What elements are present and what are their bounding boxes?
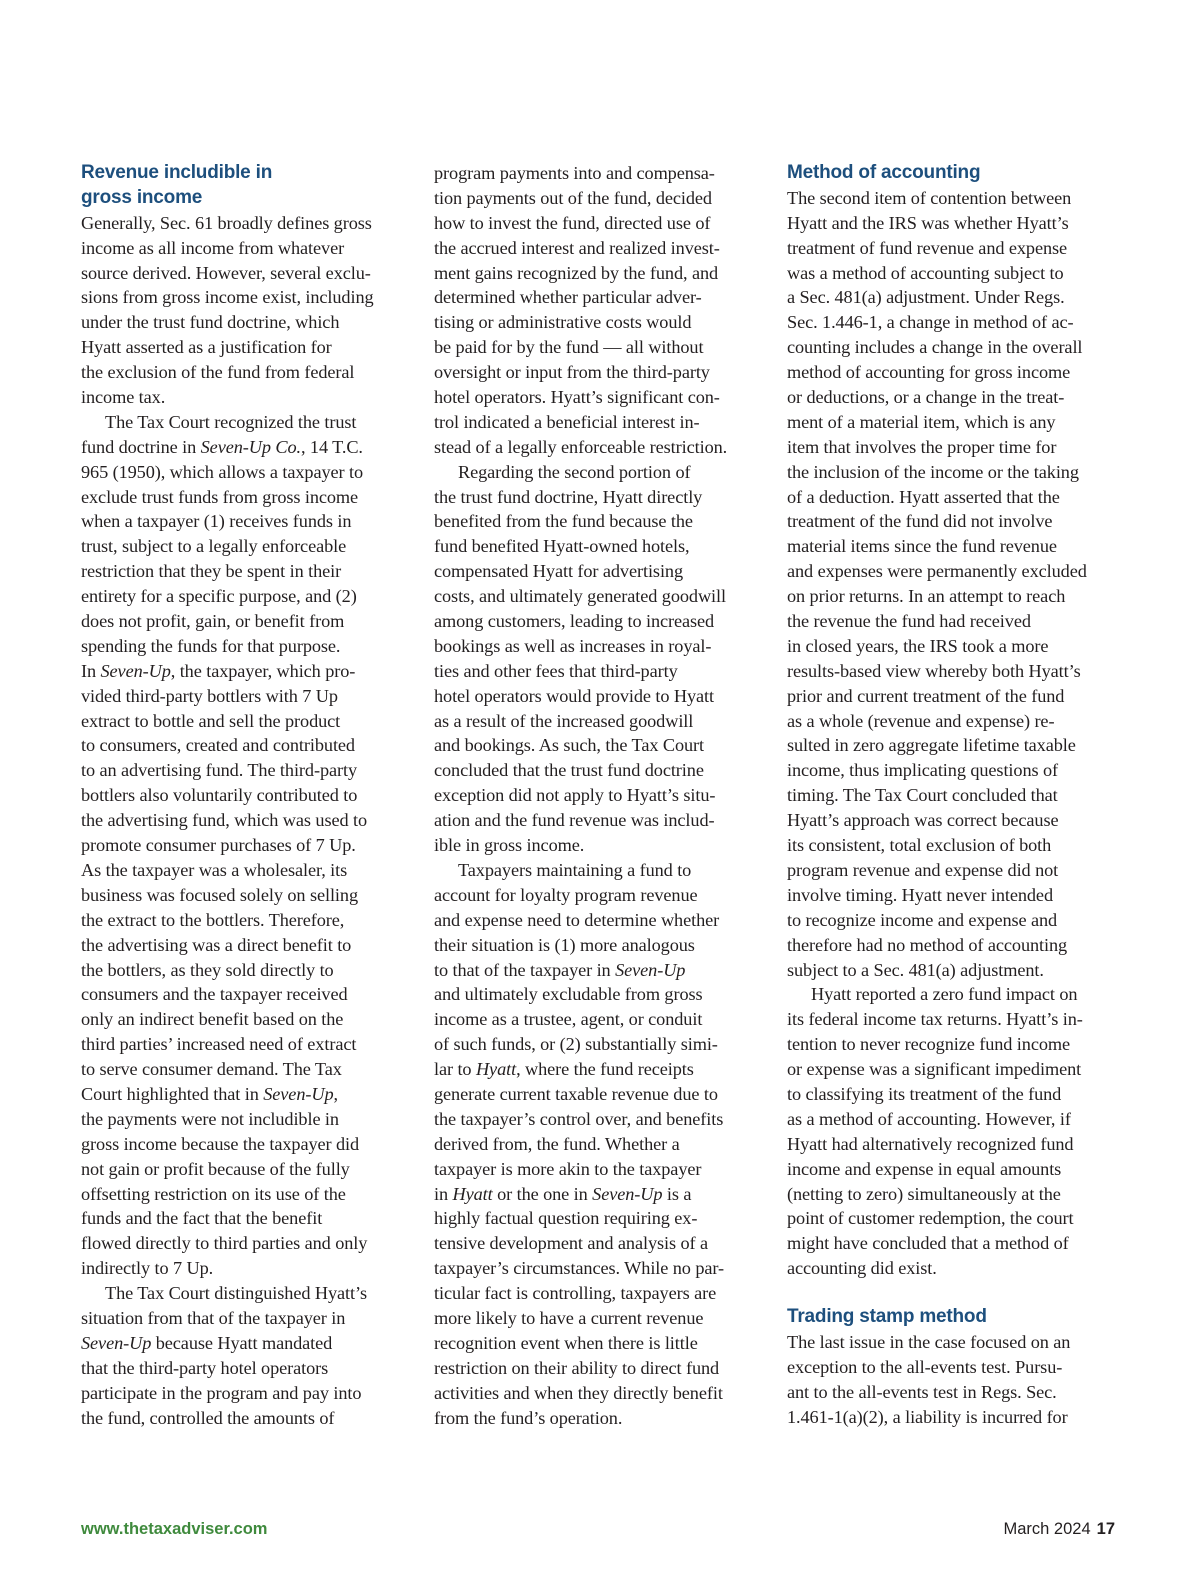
body-text-line: the extract to the bottlers. Therefore,: [81, 909, 345, 930]
body-text-line: The second item of contention between: [787, 187, 1072, 208]
article-column-2: [434, 161, 764, 1430]
body-text-line: the advertising was a direct benefit to: [81, 934, 352, 955]
body-text-line: the revenue the fund had received: [787, 611, 1031, 632]
body-text-line: vided third-party bottlers with 7 Up: [81, 685, 338, 706]
body-text-line: income, thus implicating questions of: [787, 760, 1058, 781]
body-text-line: income as all income from whatever: [81, 237, 345, 258]
body-text-line: in closed years, the IRS took a more: [787, 635, 1049, 656]
body-text-line: or expense was a significant impediment: [787, 1059, 1082, 1080]
body-text-line: ation and the fund revenue was includ-: [434, 810, 715, 831]
body-text-line: the taxpayer’s control over, and benefits: [434, 1108, 724, 1129]
body-text-line: and bookings. As such, the Tax Court: [434, 735, 705, 756]
body-text-line: flowed directly to third parties and only: [81, 1233, 368, 1254]
body-text-line: benefited from the fund because the: [434, 511, 693, 532]
body-text-line: to recognize income and expense and: [787, 909, 1058, 930]
body-text-line: ties and other fees that third-party: [434, 660, 678, 681]
body-text-line: among customers, leading to increased: [434, 611, 715, 632]
body-text-line: might have concluded that a method of: [787, 1233, 1069, 1254]
body-text-line: that the third-party hotel operators: [81, 1357, 329, 1378]
body-text-line: sulted in zero aggregate lifetime taxable: [787, 735, 1076, 756]
body-text-line: oversight or input from the third-party: [434, 362, 710, 383]
body-text-line: account for loyalty program revenue: [434, 884, 698, 905]
body-text-line: Sec. 1.446-1, a change in method of ac-: [787, 312, 1074, 333]
body-text-line: source derived. However, several exclu-: [81, 262, 371, 283]
body-text-line: and expense need to determine whether: [434, 909, 720, 930]
body-text-line: as a result of the increased goodwill: [434, 710, 694, 731]
body-text-line: when a taxpayer (1) receives funds in: [81, 511, 352, 532]
body-text-line: stead of a legally enforceable restriction.: [434, 436, 728, 457]
body-text-line: from the fund’s operation.: [434, 1407, 623, 1428]
body-text-line: compensated Hyatt for advertising: [434, 561, 684, 582]
body-text-line: 965 (1950), which allows a taxpayer to: [81, 461, 364, 482]
body-text-line: or deductions, or a change in the treat-: [787, 387, 1065, 408]
body-text-line: trol indicated a beneficial interest in-: [434, 411, 700, 432]
body-text-line: recognition event when there is little: [434, 1332, 698, 1353]
body-text-line: under the trust fund doctrine, which: [81, 312, 340, 333]
body-text-line: in Hyatt or the one in Seven-Up is a: [434, 1183, 692, 1204]
body-text-line: tion payments out of the fund, decided: [434, 187, 712, 208]
body-text-line: generate current taxable revenue due to: [434, 1083, 718, 1104]
body-text-line: consumers and the taxpayer received: [81, 984, 348, 1005]
body-text-line: As the taxpayer was a wholesaler, its: [81, 859, 348, 880]
body-text-line: the trust fund doctrine, Hyatt directly: [434, 486, 703, 507]
body-text-line: Hyatt and the IRS was whether Hyatt’s: [787, 212, 1069, 233]
body-text-line: tention to never recognize fund income: [787, 1034, 1071, 1055]
footer-issue-date: March 2024: [1003, 1520, 1091, 1538]
body-text-line: point of customer redemption, the court: [787, 1208, 1074, 1229]
body-text-line: therefore had no method of accounting: [787, 934, 1068, 955]
body-text-line: material items since the fund revenue: [787, 536, 1057, 557]
body-text-line: program revenue and expense did not: [787, 859, 1059, 880]
body-text-line: extract to bottle and sell the product: [81, 710, 341, 731]
body-text-line: lar to Hyatt, where the fund receipts: [434, 1059, 694, 1080]
body-text-line: counting includes a change in the overall: [787, 337, 1083, 358]
body-text-line: does not profit, gain, or benefit from: [81, 611, 345, 632]
body-text-line: Regarding the second portion of: [458, 461, 691, 482]
body-text-line: determined whether particular adver-: [434, 287, 702, 308]
body-text-line: ment of a material item, which is any: [787, 411, 1056, 432]
body-text-line: the bottlers, as they sold directly to: [81, 959, 334, 980]
body-text-line: taxpayer is more akin to the taxpayer: [434, 1158, 702, 1179]
body-text-line: business was focused solely on selling: [81, 884, 358, 905]
body-text-line: sions from gross income exist, including: [81, 287, 374, 308]
body-text-line: the exclusion of the fund from federal: [81, 362, 355, 383]
body-text-line: (netting to zero) simultaneously at the: [787, 1183, 1061, 1204]
body-text-line: taxpayer’s circumstances. While no par-: [434, 1258, 724, 1279]
body-text-line: prior and current treatment of the fund: [787, 685, 1065, 706]
body-text-line: the fund, controlled the amounts of: [81, 1407, 335, 1428]
article-column-1: [81, 161, 411, 1430]
body-text-line: The Tax Court distinguished Hyatt’s: [105, 1283, 367, 1304]
body-text-line: highly factual question requiring ex-: [434, 1208, 698, 1229]
body-text-line: The Tax Court recognized the trust: [105, 411, 357, 432]
body-text-line: Generally, Sec. 61 broadly defines gross: [81, 212, 372, 233]
body-text-line: only an indirect benefit based on the: [81, 1009, 344, 1030]
body-text-line: the inclusion of the income or the taking: [787, 461, 1079, 482]
body-text-line: spending the funds for that purpose.: [81, 635, 341, 656]
body-text-line: Court highlighted that in Seven-Up,: [81, 1083, 338, 1104]
body-text-line: fund doctrine in Seven-Up Co., 14 T.C.: [81, 436, 363, 457]
page-number: 17: [1096, 1520, 1115, 1538]
body-text-line: Hyatt asserted as a justification for: [81, 337, 332, 358]
section-heading: Trading stamp method: [787, 1306, 987, 1328]
body-text-line: as a method of accounting. However, if: [787, 1108, 1071, 1129]
body-text-line: not gain or profit because of the fully: [81, 1158, 350, 1179]
body-text-line: be paid for by the fund — all without: [434, 337, 704, 358]
body-text-line: restriction on their ability to direct fund: [434, 1357, 720, 1378]
body-text-line: Hyatt’s approach was correct because: [787, 810, 1059, 831]
body-text-line: ible in gross income.: [434, 835, 585, 856]
body-text-line: tensive development and analysis of a: [434, 1233, 708, 1254]
body-text-line: ant to the all-events test in Regs. Sec.: [787, 1381, 1057, 1402]
body-text-line: funds and the fact that the benefit: [81, 1208, 323, 1229]
body-text-line: The last issue in the case focused on an: [787, 1331, 1071, 1352]
body-text-line: to serve consumer demand. The Tax: [81, 1059, 342, 1080]
body-text-line: how to invest the fund, directed use of: [434, 212, 711, 233]
body-text-line: Taxpayers maintaining a fund to: [458, 859, 692, 880]
body-text-line: restriction that they be spent in their: [81, 561, 342, 582]
body-text-line: the payments were not includible in: [81, 1108, 339, 1129]
body-text-line: exception to the all-events test. Pursu-: [787, 1356, 1063, 1377]
body-text-line: results-based view whereby both Hyatt’s: [787, 660, 1081, 681]
body-text-line: Hyatt had alternatively recognized fund: [787, 1133, 1074, 1154]
body-text-line: to consumers, created and contributed: [81, 735, 355, 756]
body-text-line: concluded that the trust fund doctrine: [434, 760, 704, 781]
body-text-line: as a whole (revenue and expense) re-: [787, 710, 1055, 731]
body-text-line: Hyatt reported a zero fund impact on: [811, 984, 1078, 1005]
body-text-line: indirectly to 7 Up.: [81, 1258, 214, 1279]
body-text-line: hotel operators. Hyatt’s significant con-: [434, 387, 720, 408]
body-text-line: fund benefited Hyatt-owned hotels,: [434, 536, 690, 557]
body-text-line: income and expense in equal amounts: [787, 1158, 1062, 1179]
body-text-line: In Seven-Up, the taxpayer, which pro-: [81, 660, 356, 681]
body-text-line: promote consumer purchases of 7 Up.: [81, 835, 356, 856]
section-heading: Revenue includible in: [81, 162, 273, 183]
body-text-line: to that of the taxpayer in Seven-Up: [434, 959, 686, 980]
body-text-line: ment gains recognized by the fund, and: [434, 262, 719, 283]
section-heading: gross income: [81, 186, 203, 208]
body-text-line: and expenses were permanently excluded: [787, 561, 1087, 582]
body-text-line: income tax.: [81, 387, 166, 408]
body-text-line: activities and when they directly benefit: [434, 1382, 723, 1403]
body-text-line: costs, and ultimately generated goodwill: [434, 586, 726, 607]
section-heading: Method of accounting: [787, 162, 981, 183]
body-text-line: tising or administrative costs would: [434, 312, 692, 333]
article-column-3: [787, 161, 1117, 1430]
body-text-line: on prior returns. In an attempt to reach: [787, 586, 1066, 607]
body-text-line: to classifying its treatment of the fund: [787, 1083, 1062, 1104]
body-text-line: involve timing. Hyatt never intended: [787, 884, 1053, 905]
body-text-line: accounting did exist.: [787, 1258, 937, 1279]
body-text-line: treatment of the fund did not involve: [787, 511, 1053, 532]
body-text-line: income as a trustee, agent, or conduit: [434, 1009, 703, 1030]
body-text-line: hotel operators would provide to Hyatt: [434, 685, 715, 706]
body-text-line: more likely to have a current revenue: [434, 1307, 704, 1328]
body-text-line: of a deduction. Hyatt asserted that the: [787, 486, 1060, 507]
body-text-line: item that involves the proper time for: [787, 436, 1057, 457]
body-text-line: treatment of fund revenue and expense: [787, 237, 1068, 258]
body-text-line: of such funds, or (2) substantially simi-: [434, 1034, 718, 1055]
body-text-line: gross income because the taxpayer did: [81, 1133, 360, 1154]
body-text-line: exception did not apply to Hyatt’s situ-: [434, 785, 716, 806]
body-text-line: to an advertising fund. The third-party: [81, 760, 358, 781]
body-text-line: offsetting restriction on its use of the: [81, 1183, 346, 1204]
body-text-line: their situation is (1) more analogous: [434, 934, 695, 955]
body-text-line: method of accounting for gross income: [787, 362, 1071, 383]
body-text-line: timing. The Tax Court concluded that: [787, 785, 1058, 806]
body-text-line: entirety for a specific purpose, and (2): [81, 586, 357, 607]
body-text-line: third parties’ increased need of extract: [81, 1034, 357, 1055]
body-text-line: 1.461-1(a)(2), a liability is incurred for: [787, 1406, 1068, 1427]
body-text-line: its federal income tax returns. Hyatt’s in-: [787, 1009, 1083, 1030]
body-text-line: bookings as well as increases in royal-: [434, 635, 712, 656]
body-text-line: exclude trust funds from gross income: [81, 486, 359, 507]
body-text-line: program payments into and compensa-: [434, 163, 715, 183]
body-text-line: a Sec. 481(a) adjustment. Under Regs.: [787, 287, 1065, 308]
footer-issue-info: [1004, 1520, 1116, 1539]
body-text-line: the accrued interest and realized invest-: [434, 237, 720, 258]
body-text-line: ticular fact is controlling, taxpayers are: [434, 1283, 717, 1304]
footer-website-url[interactable]: www.thetaxadviser.com: [81, 1520, 268, 1538]
body-text-line: subject to a Sec. 481(a) adjustment.: [787, 959, 1044, 980]
body-text-line: was a method of accounting subject to: [787, 262, 1064, 283]
body-text-line: the advertising fund, which was used to: [81, 810, 368, 831]
body-text-line: bottlers also voluntarily contributed to: [81, 785, 358, 806]
body-text-line: derived from, the fund. Whether a: [434, 1133, 680, 1154]
body-text-line: and ultimately excludable from gross: [434, 984, 703, 1005]
body-text-line: its consistent, total exclusion of both: [787, 835, 1052, 856]
body-text-line: Seven-Up because Hyatt mandated: [81, 1332, 333, 1353]
body-text-line: situation from that of the taxpayer in: [81, 1307, 346, 1328]
body-text-line: participate in the program and pay into: [81, 1382, 362, 1403]
body-text-line: trust, subject to a legally enforceable: [81, 536, 347, 557]
